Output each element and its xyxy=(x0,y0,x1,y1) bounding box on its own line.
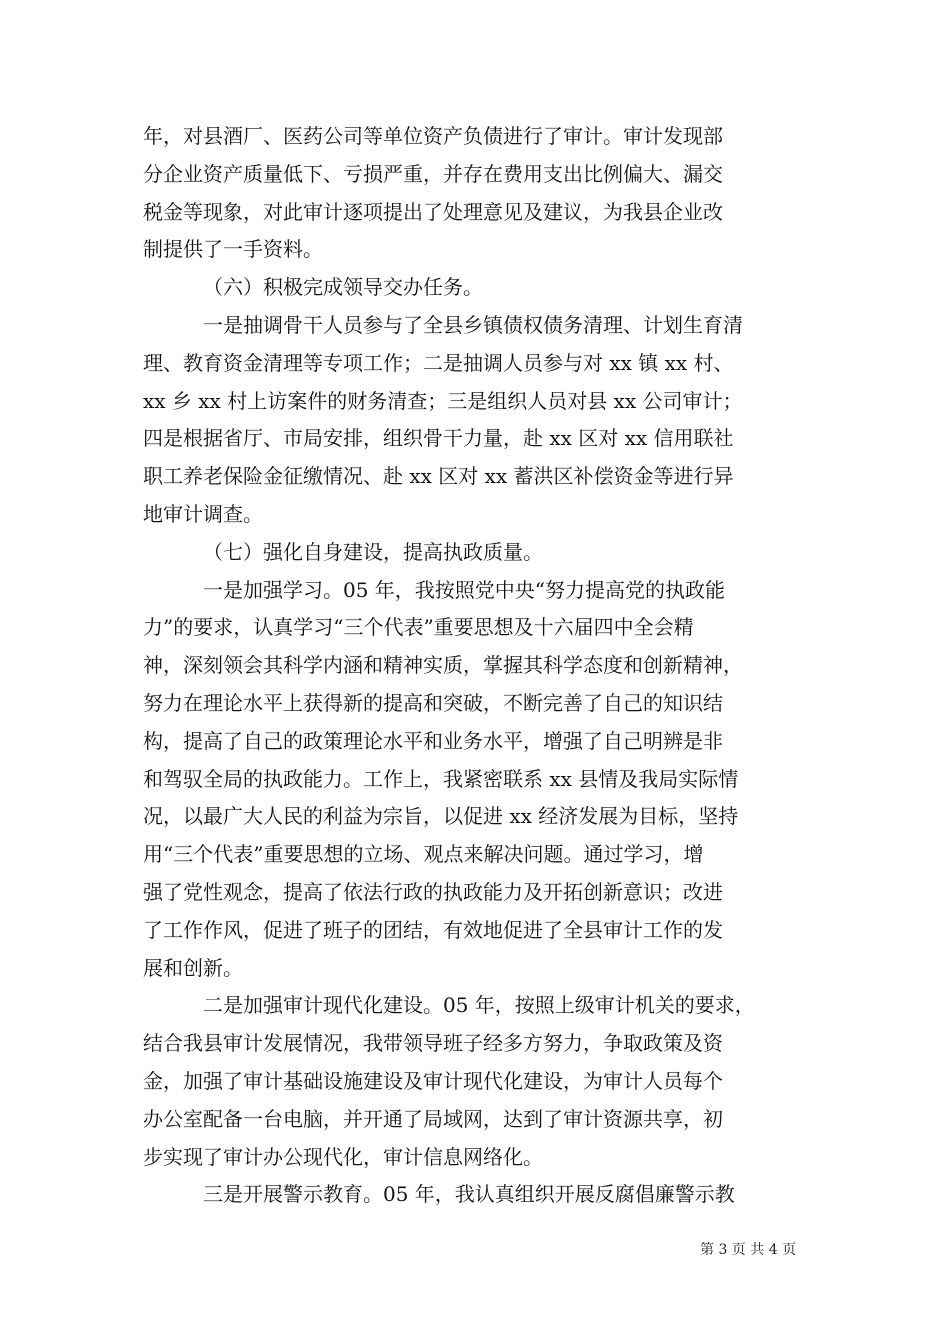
text-line: 职工养老保险金征缴情况、赴 xx 区对 xx 蓄洪区补偿资金等进行异 xyxy=(143,464,734,489)
text-line: 办公室配备一台电脑，并开通了局域网，达到了审计资源共享，初 xyxy=(143,1106,723,1131)
text-line: 结合我县审计发展情况，我带领导班子经多方努力，争取政策及资 xyxy=(143,1031,723,1056)
text-line: 强了党性观念，提高了依法行政的执政能力及开拓创新意识；改进 xyxy=(143,879,723,904)
text-line: 力”的要求，认真学习“三个代表”重要思想及十六届四中全会精 xyxy=(143,615,694,640)
text-line: 用“三个代表”重要思想的立场、观点来解决问题。通过学习，增 xyxy=(143,842,704,867)
text-line: 况，以最广大人民的利益为宗旨，以促进 xx 经济发展为目标，坚持 xyxy=(143,804,739,829)
text-line: 和驾驭全局的执政能力。工作上，我紧密联系 xx 县情及我局实际情 xyxy=(143,766,739,791)
text-line: 努力在理论水平上获得新的提高和突破，不断完善了自己的知识结 xyxy=(143,690,723,715)
text-line: 了工作作风，促进了班子的团结，有效地促进了全县审计工作的发 xyxy=(143,917,723,942)
section-heading-6: （六）积极完成领导交办任务。 xyxy=(203,275,483,300)
text-line: 制提供了一手资料。 xyxy=(143,237,323,262)
text-line: 地审计调查。 xyxy=(143,501,263,526)
text-line: 构，提高了自己的政策理论水平和业务水平，增强了自己明辨是非 xyxy=(143,728,723,753)
text-line: 神，深刻领会其科学内涵和精神实质，掌握其科学态度和创新精神， xyxy=(143,653,743,678)
document-body xyxy=(143,118,810,1214)
page-number: 第 3 页 共 4 页 xyxy=(700,1242,797,1258)
text-line: 四是根据省厅、市局安排，组织骨干力量，赴 xx 区对 xx 信用联社 xyxy=(143,426,734,451)
text-line: 年，对县酒厂、医药公司等单位资产负债进行了审计。审计发现部 xyxy=(143,124,723,148)
text-line: 展和创新。 xyxy=(143,955,243,980)
text-line: 一是加强学习。05 年，我按照党中央“努力提高党的执政能 xyxy=(203,577,726,602)
text-line: 步实现了审计办公现代化，审计信息网络化。 xyxy=(143,1144,543,1169)
text-line: 分企业资产质量低下、亏损严重，并存在费用支出比例偏大、漏交 xyxy=(143,161,723,186)
text-line: 金，加强了审计基础设施建设及审计现代化建设，为审计人员每个 xyxy=(143,1068,723,1093)
text-line: xx 乡 xx 村上访案件的财务清查；三是组织人员对县 xx 公司审计； xyxy=(143,388,743,413)
text-line: 税金等现象，对此审计逐项提出了处理意见及建议，为我县企业改 xyxy=(143,199,723,224)
text-line: 一是抽调骨干人员参与了全县乡镇债权债务清理、计划生育清 xyxy=(203,312,743,337)
section-heading-7: （七）强化自身建设，提高执政质量。 xyxy=(203,539,543,564)
text-line: 三是开展警示教育。05 年，我认真组织开展反腐倡廉警示教 xyxy=(203,1182,735,1207)
text-line: 理、教育资金清理等专项工作；二是抽调人员参与对 xx 镇 xx 村、 xyxy=(143,350,734,375)
text-line: 二是加强审计现代化建设。05 年，按照上级审计机关的要求， xyxy=(203,993,755,1018)
